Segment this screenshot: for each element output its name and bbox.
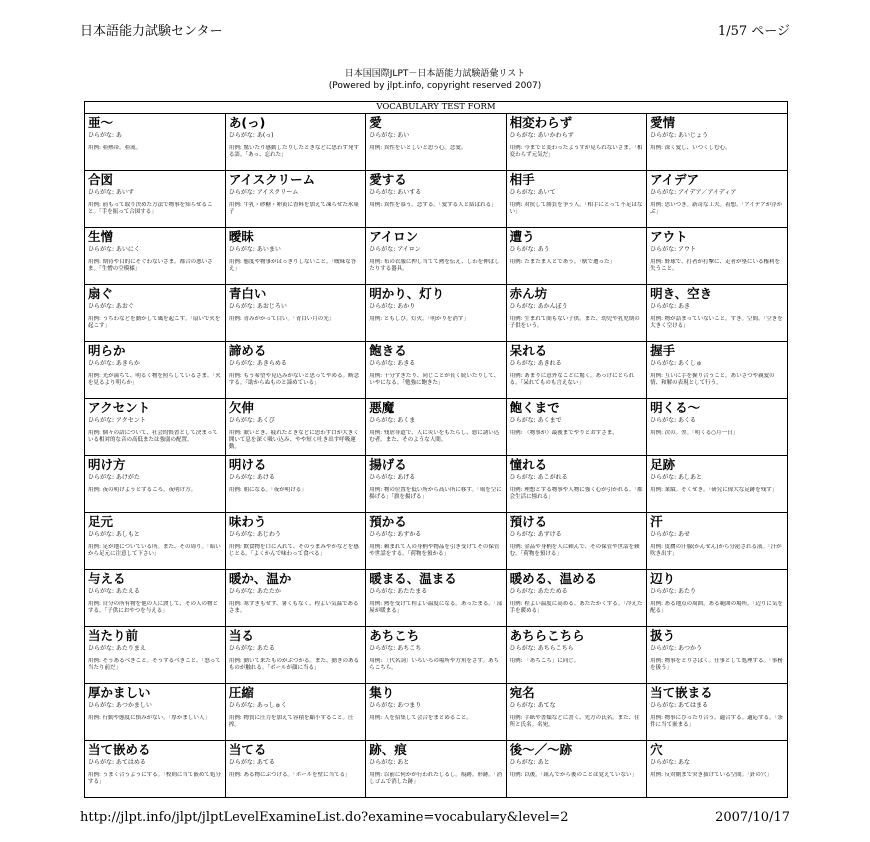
vocab-cell	[647, 456, 787, 513]
vocab-word: 明き、空き	[650, 286, 713, 301]
vocab-word: 味わう	[228, 514, 267, 529]
vocab-example: 用例: 反対側まで突き抜けている空間。「針の穴」	[650, 772, 772, 778]
vocab-word: 明かり、灯り	[369, 286, 445, 301]
vocab-word: 暖まる、温まる	[369, 571, 457, 586]
vocab-word: 預ける	[509, 514, 548, 529]
vocab-example: 用例: あまりに意外なことに驚く。あっけにとられる。「呆れてものも言えない」	[509, 373, 635, 386]
vocab-row	[85, 399, 787, 456]
vocab-word: あちこち	[369, 628, 420, 643]
vocab-example: 用例: もう希望や見込みがないと思ってやめる。断念する。「助からぬものと諦めている」	[228, 373, 359, 386]
vocab-cell	[506, 228, 646, 285]
vocab-word: 愛	[369, 115, 382, 130]
vocab-example: 用例: 驚いたり感動したりしたときなどに思わず発する語。「あっ、忘れた」	[228, 145, 359, 158]
vocab-cell	[366, 627, 506, 684]
vocab-reading: ひらがな: あじわう	[228, 531, 281, 538]
vocab-example: 用例: 熱を受けて程よい温度になる。あったまる。「部屋が暖まる」	[369, 601, 503, 614]
vocab-example: 用例: 物事をとりさばく。仕事として処理する。「事務を扱う」	[650, 658, 783, 671]
vocab-example: 用例: 十分すぎたり、同じことが長く続いたりして、いやになる。「勉強に飽きた」	[369, 373, 500, 386]
vocab-word: 当たり前	[88, 628, 139, 643]
vocab-row	[85, 513, 787, 570]
vocab-cell	[85, 171, 225, 228]
vocab-reading: ひらがな: あけがた	[88, 474, 140, 481]
vocab-example: 用例: 思いつき。新奇な工夫。着想。「アイデアが浮かぶ」	[650, 202, 783, 215]
vocab-cell	[506, 684, 646, 741]
vocab-cell	[366, 171, 506, 228]
vocab-reading: ひらがな: あかんぼう	[509, 303, 568, 310]
vocab-example: 用例: 対抗して勝負を争う人。「相手にとって不足はない」	[509, 202, 643, 215]
vocab-reading: ひらがな: あける	[228, 474, 275, 481]
vocab-row	[85, 171, 787, 228]
vocab-example: 用例: 程よい温度に高める。あたたかくする。「冷えた手を暖める」	[509, 601, 643, 614]
vocab-cell	[647, 684, 787, 741]
vocab-cell	[85, 285, 225, 342]
vocab-example: 用例: 皮膚の汗腺(かんせん)から分泌される液。「汗が吹き出す」	[650, 544, 782, 557]
vocab-word: 足跡	[650, 457, 676, 472]
vocab-reading: ひらがな: あたる	[228, 645, 275, 652]
vocab-reading: ひらがな: あたりまえ	[88, 645, 146, 652]
vocab-reading: ひらがな: あてな	[509, 702, 556, 709]
vocab-row	[85, 285, 787, 342]
vocab-word: 明くる～	[650, 400, 701, 415]
vocab-example: 用例: 業績。そくせき。「研究に偉大な足跡を残す」	[650, 487, 778, 493]
vocab-reading: ひらがな: あしあと	[650, 474, 702, 481]
vocab-reading: ひらがな: あいず	[88, 189, 134, 196]
vocab-word: 当てる	[228, 742, 267, 757]
vocab-example: 用例: 残虐非道で、人に災いをもたらし、悪に誘い込む者。また、そのような人間。	[369, 430, 500, 443]
vocab-example: 用例: 人を招集して会合をまとめること。	[369, 715, 472, 721]
vocab-word: 相変わらず	[509, 115, 573, 130]
vocab-cell	[225, 285, 365, 342]
vocab-cell	[506, 171, 646, 228]
vocab-reading: ひらがな: アイデア／アイディア	[650, 189, 737, 196]
vocab-word: 与える	[88, 571, 126, 586]
vocab-example: 用例: 野球で、打者が打撃に、走者が塁にいる権利を失うこと。	[650, 259, 781, 272]
vocab-cell	[225, 627, 365, 684]
vocab-cell	[85, 114, 225, 171]
vocab-cell	[85, 570, 225, 627]
vocab-cell	[506, 513, 646, 570]
vocab-example: 用例: 牛乳・砂糖・卵黄に香料を加えて凍らせた氷菓子	[228, 202, 359, 215]
vocab-word: アイロン	[369, 229, 419, 244]
vocab-cell	[366, 684, 506, 741]
vocab-cell	[647, 399, 787, 456]
vocab-cell	[647, 285, 787, 342]
vocab-cell	[647, 342, 787, 399]
vocab-cell	[366, 285, 506, 342]
vocab-cell	[366, 399, 506, 456]
vocab-cell	[506, 399, 646, 456]
vocab-reading: ひらがな: あ(っ)	[228, 132, 274, 139]
vocab-word: 扇ぐ	[88, 286, 114, 301]
vocab-word: 足元	[88, 514, 114, 529]
vocab-example: 用例: そうあるべきこと。そうするべきこと。「怒って当たり前だ」	[88, 658, 221, 671]
vocab-reading: ひらがな: あせ	[650, 531, 690, 538]
vocab-example: 用例: 手紙や書類などに書く、先方の氏名。また、住所と氏名。名宛。	[509, 715, 640, 728]
vocab-example: 用例: ともしび。灯火。「明かりを消す」	[369, 316, 469, 322]
vocab-word: 厚かましい	[88, 685, 151, 700]
vocab-word: 汗	[650, 514, 663, 529]
form-title: VOCABULARY TEST FORM	[85, 102, 787, 114]
vocab-cell	[225, 570, 365, 627]
vocab-cell	[366, 114, 506, 171]
document-title	[0, 68, 870, 92]
page-footer	[80, 810, 790, 825]
vocab-example: 用例: うまく合うようにする。「校則に当て嵌めて処分する」	[88, 772, 221, 785]
vocab-row	[85, 741, 787, 798]
vocab-example: 用例: 深く愛し、いつくしむ心。	[650, 145, 731, 151]
vocab-reading: ひらがな: アウト	[650, 246, 696, 253]
vocab-cell	[225, 114, 365, 171]
vocab-cell	[647, 228, 787, 285]
vocab-cell	[647, 741, 787, 798]
vocab-reading: ひらがな: アクセント	[88, 417, 146, 424]
vocab-cell	[85, 228, 225, 285]
vocab-cell	[366, 228, 506, 285]
vocab-reading: ひらがな: あくる	[650, 417, 696, 424]
vocab-reading: ひらがな: あいかわらず	[509, 132, 574, 139]
vocab-word: 亜～	[88, 115, 114, 130]
vocab-word: 宛名	[509, 685, 535, 700]
vocab-word: 辺り	[650, 571, 676, 586]
vocab-word: 生憎	[88, 229, 114, 244]
vocab-example: 用例: 夜の明けようとするころ。夜明け方。	[88, 487, 197, 493]
vocabulary-form	[84, 101, 788, 798]
vocab-cell	[366, 741, 506, 798]
vocab-reading: ひらがな: あいする	[369, 189, 422, 196]
page-header	[80, 20, 790, 39]
vocab-word: 揚げる	[369, 457, 407, 472]
vocab-example: 用例: 期待や目的にそぐわないさま。都合の悪いさま。「生憎の空模様」	[88, 259, 213, 272]
vocab-example: 用例: ある物にぶつける。「ボールを壁に当てる」	[228, 772, 351, 778]
vocab-row	[85, 228, 787, 285]
vocab-example: 用例: 以前に何かが行われたしるし。痕跡。形跡。「消しゴムで消した跡」	[369, 772, 503, 785]
vocab-example: 用例: たまたま人とであう。「駅で遭った」	[509, 259, 616, 265]
vocab-cell	[506, 114, 646, 171]
vocab-word: 青白い	[228, 286, 267, 301]
vocab-cell	[85, 741, 225, 798]
vocab-reading: ひらがな: アイスクリーム	[228, 189, 299, 196]
vocab-example: 用例: 理想とする物事や人物に強く心が引かれる。「都会生活に憧れる」	[509, 487, 643, 500]
footer-date: 2007/10/17	[715, 810, 790, 825]
vocab-cell	[506, 741, 646, 798]
vocab-reading: ひらがな: あかり	[369, 303, 416, 310]
vocab-example: 用例: 青みがかって白い。「青白い月の光」	[228, 316, 335, 322]
vocab-word: 扱う	[650, 628, 676, 643]
vocab-cell	[85, 399, 225, 456]
vocab-word: 集り	[369, 685, 395, 700]
vocab-example: 用例: 物の位置を低い所から高い所に移す。「凧を空に揚げる」「旗を揚げる」	[369, 487, 502, 500]
vocab-example: 用例: 眠いとき、疲れたときなどに思わず口が大きく開いて息を深く吸い込み、やや短く吐き出す呼吸運動。	[228, 430, 359, 450]
vocab-example: 用例: 今までと変わったようすが見られないさま。「相変わらず元気だ」	[509, 145, 643, 158]
vocab-reading: ひらがな: あしもと	[88, 531, 140, 538]
vocab-word: 飽きる	[369, 343, 407, 358]
vocab-reading: ひらがな: あたたまる	[369, 588, 428, 595]
vocab-reading: ひらがな: あたえる	[88, 588, 140, 595]
vocabulary-table	[85, 114, 787, 797]
vocab-example: 用例: 金品や身柄を人に頼んで、その保管や世話を頼む。「荷物を預ける」	[509, 544, 640, 557]
title-line-1: 日本国国際JLPT－日本語能力試験語彙リスト	[344, 69, 526, 79]
vocab-word: 後～／～跡	[509, 742, 573, 757]
vocab-cell	[506, 627, 646, 684]
vocab-word: 曖昧	[228, 229, 254, 244]
vocab-reading: ひらがな: あてる	[228, 759, 275, 766]
vocab-reading: ひらがな: あっしゅく	[228, 702, 287, 709]
vocab-cell	[647, 627, 787, 684]
vocab-reading: ひらがな: あげる	[369, 474, 416, 481]
vocab-cell	[225, 684, 365, 741]
vocab-cell	[647, 171, 787, 228]
vocab-example: 用例: 動いて来たものがぶつかる。また、動きのあるものが触れる。「ボールが顔に当る」	[228, 658, 359, 671]
vocab-reading: ひらがな: あきらか	[88, 360, 140, 367]
vocab-example: 用例: 〈物事が〉最後までやりとおすさま。	[509, 430, 618, 436]
vocab-reading: ひらがな: あこがれる	[509, 474, 568, 481]
vocab-example: 用例: 光が満ちて、明るく物を照らしているさま。「火を見るより明らか」	[88, 373, 221, 386]
vocab-row	[85, 342, 787, 399]
vocab-word: 相手	[509, 172, 535, 187]
vocab-row	[85, 114, 787, 171]
vocab-word: 明け方	[88, 457, 126, 472]
vocab-word: 当る	[228, 628, 254, 643]
vocab-cell	[85, 513, 225, 570]
vocab-reading: ひらがな: あいじょう	[650, 132, 708, 139]
footer-url[interactable]: http://jlpt.info/jlpt/jlptLevelExamineList.do?examine=vocabulary&level=2	[80, 810, 569, 825]
vocab-reading: ひらがな: あと	[369, 759, 410, 766]
vocab-word: 愛情	[650, 115, 676, 130]
vocab-cell	[225, 228, 365, 285]
vocab-reading: ひらがな: あくしゅ	[650, 360, 702, 367]
vocab-reading: ひらがな: あい	[369, 132, 410, 139]
vocab-reading: ひらがな: あいまい	[228, 246, 281, 253]
vocab-cell	[366, 513, 506, 570]
vocab-example: 用例: 前もって取り決めた方法で物事を知らせること。「手を振って合図する」	[88, 202, 213, 215]
vocab-reading: ひらがな: あたり	[650, 588, 696, 595]
vocab-example: 用例: 寒すぎもせず、暑くもなく、程よい気温であるさま。	[228, 601, 359, 614]
vocab-cell	[225, 741, 365, 798]
vocab-word: アウト	[650, 229, 688, 244]
vocab-reading: ひらがな: あきらめる	[228, 360, 287, 367]
vocab-word: 愛する	[369, 172, 407, 187]
vocab-cell	[225, 456, 365, 513]
vocab-reading: ひらがな: アイロン	[369, 246, 421, 253]
title-line-2: (Powered by jlpt.info, copyright reserved 2007)	[328, 81, 542, 91]
vocab-word: 欠伸	[228, 400, 254, 415]
vocab-reading: ひらがな: あくま	[369, 417, 416, 424]
vocab-word: 明らか	[88, 343, 126, 358]
vocab-cell	[506, 342, 646, 399]
vocab-reading: ひらがな: あちこち	[369, 645, 422, 652]
vocab-example: 用例: 朝になる。「夜が明ける」	[228, 487, 307, 493]
vocab-cell	[225, 171, 365, 228]
vocab-word: 当て嵌める	[88, 742, 151, 757]
page-number: 1/57 ページ	[717, 24, 790, 39]
vocab-example: 用例: 物事にぴったり合う。適合する。適応する。「条件に当て嵌まる」	[650, 715, 783, 728]
vocab-reading: ひらがな: あいにく	[88, 246, 140, 253]
vocab-cell	[366, 342, 506, 399]
vocab-reading: ひらがな: あおぐ	[88, 303, 134, 310]
vocab-word: 当て嵌まる	[650, 685, 713, 700]
vocab-example: 用例: 互いに手を握り合うこと。あいさつや親愛の情、和解の表現として行う。	[650, 373, 775, 386]
vocab-row	[85, 684, 787, 741]
vocab-reading: ひらがな: あたたか	[228, 588, 281, 595]
vocab-reading: ひらがな: あずける	[509, 531, 562, 538]
vocab-cell	[225, 342, 365, 399]
vocab-cell	[85, 342, 225, 399]
vocab-reading: ひらがな: あき	[650, 303, 690, 310]
vocab-example: 用例: 頼まれて人の身柄や物品を引き受けてその保管や世話をする。「荷物を預かる」	[369, 544, 500, 557]
vocab-word: 圧縮	[228, 685, 254, 700]
vocab-example: 用例: 次の。翌。「明くる○月一日」	[650, 430, 738, 436]
vocab-reading: ひらがな: あくび	[228, 417, 275, 424]
vocab-cell	[506, 456, 646, 513]
vocab-cell	[366, 456, 506, 513]
vocab-example: 用例: 以後。「組んでから後のことは覚えていない」	[509, 772, 638, 778]
vocab-word: 跡、痕	[369, 742, 407, 757]
vocab-word: 赤ん坊	[509, 286, 548, 301]
vocab-reading: ひらがな: あ	[88, 132, 122, 139]
vocab-cell	[85, 456, 225, 513]
vocab-reading: ひらがな: あな	[650, 759, 690, 766]
vocab-cell	[506, 570, 646, 627]
vocab-word: あちらこちら	[509, 628, 585, 643]
vocab-example: 用例: 異性をいとしいと思う心。恋愛。	[369, 145, 467, 151]
vocab-reading: ひらがな: あたためる	[509, 588, 568, 595]
vocab-example: 用例: 異性を慕う。恋する。「愛する人と結ばれる」	[369, 202, 497, 208]
vocab-reading: ひらがな: あう	[509, 246, 550, 253]
vocab-reading: ひらがな: あずかる	[369, 531, 422, 538]
vocab-reading: ひらがな: あおじろい	[228, 303, 287, 310]
vocab-example: 用例: 〔代名詞〕いろいろの場所や方角をさす。あちらこちら。	[369, 658, 499, 671]
vocab-reading: ひらがな: あつかう	[650, 645, 702, 652]
vocab-cell	[506, 285, 646, 342]
vocab-example: 用例: 飲食物を口に入れて、そのうまみやかなどを感じとる。「よくかんで味わって食べる」	[228, 544, 359, 557]
vocab-reading: ひらがな: あくまで	[509, 417, 562, 424]
vocab-reading: ひらがな: あきる	[369, 360, 416, 367]
vocab-word: アイデア	[650, 172, 699, 187]
vocab-example: 用例: 自分の所有物を他の人に渡して、その人の物とする。「子供におやつを与える」	[88, 601, 218, 614]
vocab-cell	[225, 399, 365, 456]
vocab-word: 諦める	[228, 343, 267, 358]
header-site-name: 日本語能力試験センター	[80, 24, 223, 39]
vocab-example: 用例: 物質に圧力を加えて容積を縮小すること。圧搾。	[228, 715, 354, 728]
vocab-example: 用例: 亜熱帯。亜流。	[88, 145, 142, 151]
vocab-example: 用例: 「あちこち」に同じ。	[509, 658, 580, 664]
vocab-example: 用例: うちわなどを動かして風を起こす。「扇いで火を起こす」	[88, 316, 221, 329]
vocab-word: アイスクリーム	[228, 172, 316, 187]
vocab-example: 用例: ある地点の周囲。ある範囲の場所。「辺りに気を配る」	[650, 601, 783, 614]
vocab-cell	[366, 570, 506, 627]
vocab-word: 合図	[88, 172, 114, 187]
vocab-example: 用例: 足が地についている所。また、その周り。「暗いから足元に注意して下さい」	[88, 544, 221, 557]
vocab-word: 呆れる	[509, 343, 548, 358]
vocab-reading: ひらがな: あいて	[509, 189, 556, 196]
vocab-row	[85, 627, 787, 684]
vocab-reading: ひらがな: あつまり	[369, 702, 422, 709]
vocab-example: 用例: 布の衣服に押し当てて熱を伝え、しわを伸ばしたりする器具。	[369, 259, 500, 272]
vocab-reading: ひらがな: あきれる	[509, 360, 562, 367]
vocab-cell	[647, 570, 787, 627]
vocab-word: 悪魔	[369, 400, 395, 415]
vocab-example: 用例: 生まれて間もない子供。また、幼児や乳児期の子供をいう。	[509, 316, 640, 329]
vocab-word: 握手	[650, 343, 676, 358]
vocab-example: 用例: 個々の語について、社会的慣習として決まっている相対的な音の高低または強弱の配置。	[88, 430, 218, 443]
vocab-word: 預かる	[369, 514, 407, 529]
vocab-word: 遭う	[509, 229, 535, 244]
vocab-reading: ひらがな: あちらこちら	[509, 645, 574, 652]
vocab-cell	[647, 513, 787, 570]
vocab-word: アクセント	[88, 400, 151, 415]
vocab-cell	[85, 627, 225, 684]
vocab-example: 用例: 物が詰まっていないこと。すき。空間。「空きを大きく空ける」	[650, 316, 783, 329]
vocab-example: 用例: 行動や態度に慎みがない。「厚かましい人」	[88, 715, 210, 721]
vocab-cell	[225, 513, 365, 570]
vocab-example: 用例: 態度や物事がはっきりしないこと。「曖昧な答え」	[228, 259, 357, 272]
vocab-word: 穴	[650, 742, 663, 757]
vocab-row	[85, 570, 787, 627]
vocab-cell	[647, 114, 787, 171]
vocab-reading: ひらがな: あと	[509, 759, 550, 766]
vocab-row	[85, 456, 787, 513]
vocab-word: 飽くまで	[509, 400, 560, 415]
vocab-word: 明ける	[228, 457, 267, 472]
vocab-word: あ(っ)	[228, 115, 266, 130]
vocab-word: 暖か、温か	[228, 571, 292, 586]
vocab-reading: ひらがな: あてはまる	[650, 702, 708, 709]
vocab-word: 憧れる	[509, 457, 548, 472]
vocab-reading: ひらがな: あつかましい	[88, 702, 152, 709]
vocab-cell	[85, 684, 225, 741]
vocab-word: 暖める、温める	[509, 571, 598, 586]
vocab-reading: ひらがな: あてはめる	[88, 759, 146, 766]
